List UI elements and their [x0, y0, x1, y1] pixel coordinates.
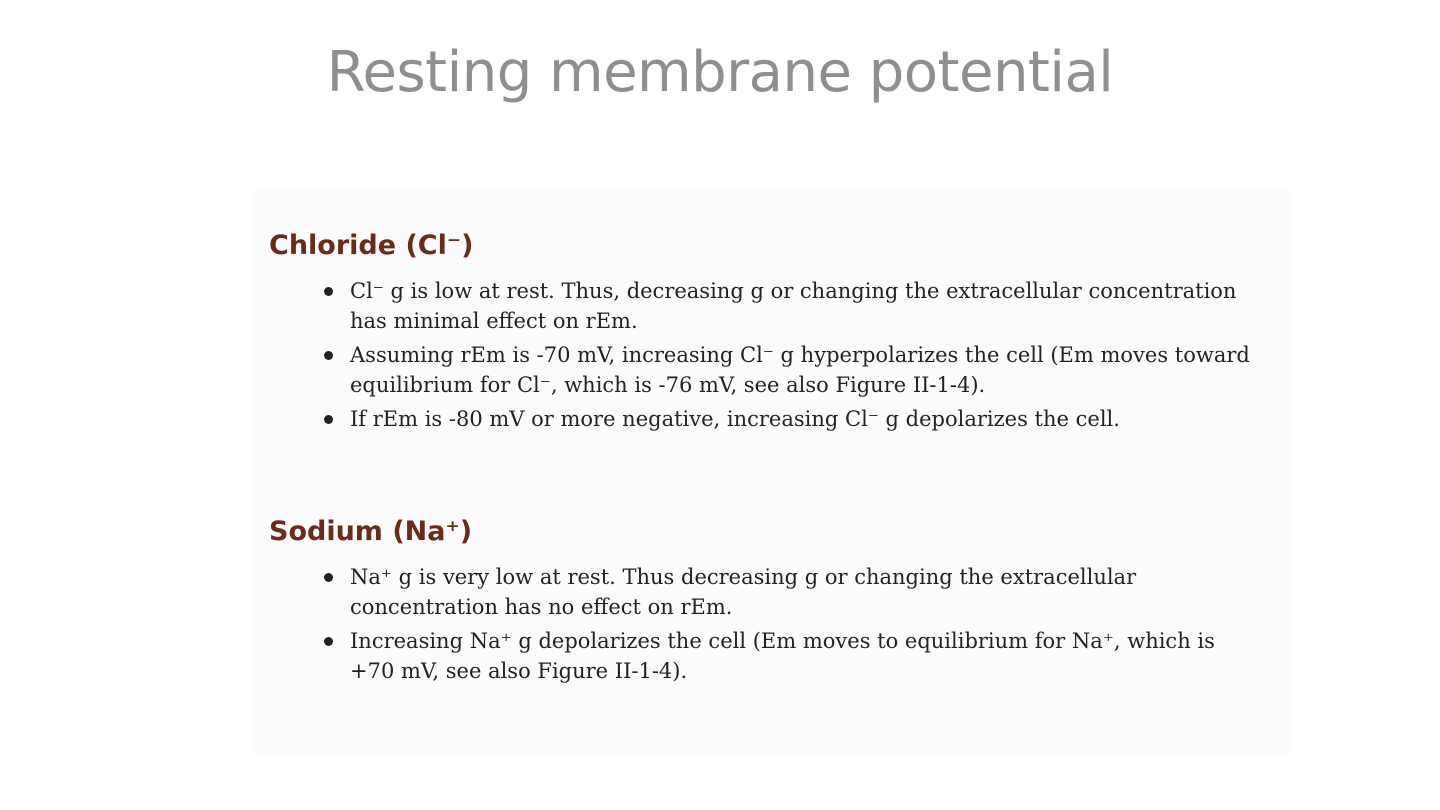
- textbook-excerpt-image: [254, 192, 1290, 752]
- list-item: [324, 626, 1250, 686]
- bullet-icon: [324, 573, 333, 582]
- list-item: [324, 340, 1250, 400]
- list-item: [324, 404, 1250, 434]
- bullet-text: Assuming rEm is -70 mV, increasing Cl⁻ g hyperpolarizes the cell (Em moves toward equilibrium for Cl⁻, which is -76 mV, see also Figure II-1-4).: [350, 343, 1250, 397]
- slide-title: Resting membrane potential: [326, 40, 1114, 105]
- bullet-icon: [324, 637, 333, 646]
- sodium-bullet-list: [324, 562, 1250, 690]
- bullet-icon: [324, 351, 333, 360]
- bullet-icon: [324, 415, 333, 424]
- sodium-heading: Sodium (Na⁺): [269, 516, 473, 547]
- list-item: [324, 276, 1250, 336]
- bullet-text: Increasing Na⁺ g depolarizes the cell (Em moves to equilibrium for Na⁺, which is +70 mV, see also Figure II-1-4).: [350, 629, 1215, 683]
- chloride-bullet-list: [324, 276, 1250, 438]
- bullet-text: Cl⁻ g is low at rest. Thus, decreasing g or changing the extracellular concentration has minimal effect on rEm.: [350, 279, 1237, 333]
- bullet-text: Na⁺ g is very low at rest. Thus decreasing g or changing the extracellular concentration has no effect on rEm.: [350, 565, 1137, 619]
- bullet-text: If rEm is -80 mV or more negative, increasing Cl⁻ g depolarizes the cell.: [350, 407, 1120, 431]
- chloride-heading: Chloride (Cl⁻): [269, 230, 474, 261]
- bullet-icon: [324, 287, 333, 296]
- list-item: [324, 562, 1250, 622]
